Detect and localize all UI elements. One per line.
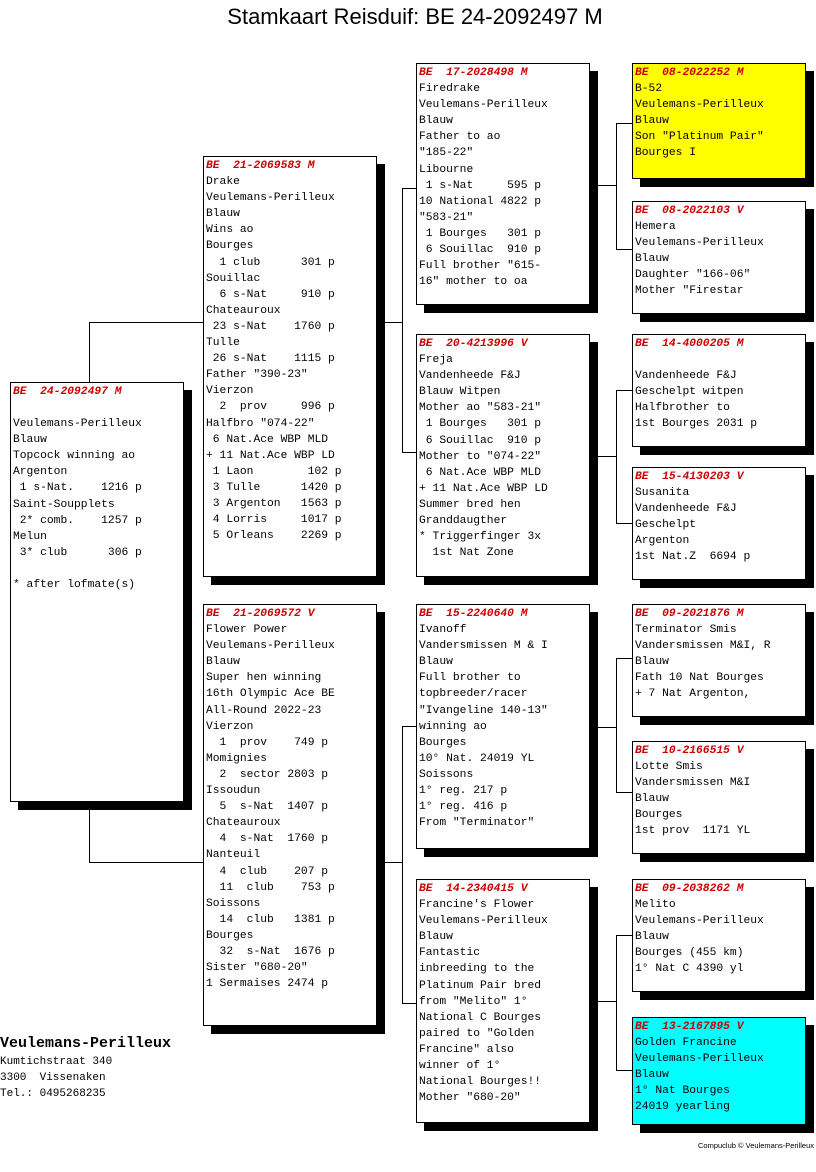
card-text-line: Susanita xyxy=(635,487,690,500)
card-text-line: B-52 xyxy=(635,83,663,96)
card-text-line: Sister "680-20" xyxy=(206,962,308,975)
card-text-line: 1 s-Nat 595 p xyxy=(419,179,542,192)
connector-line xyxy=(376,862,402,863)
card-text-line: + 11 Nat.Ace WBP LD xyxy=(206,449,335,462)
card-text-line: Drake xyxy=(206,176,240,189)
connector-line xyxy=(616,390,617,524)
connector-line xyxy=(402,726,403,1004)
card-text-line: 24019 yearling xyxy=(635,1101,730,1114)
card-text-line: Flower Power xyxy=(206,624,288,637)
card-text-line: Bourges xyxy=(635,809,683,822)
blank-line xyxy=(635,352,803,368)
card-text-line: Platinum Pair bred xyxy=(419,979,542,992)
card-text-line: Fantastic xyxy=(419,947,481,960)
card-text-line: 1st Bourges 2031 p xyxy=(635,418,758,431)
ring-number: BE 15-4130203 V xyxy=(635,471,744,483)
card-text-line: Blauw xyxy=(635,793,669,806)
card-text-line: from "Melito" 1° xyxy=(419,995,528,1008)
card-text-line: Vandenheede F&J xyxy=(419,370,521,383)
card-text-line: 1° reg. 217 p xyxy=(419,785,508,798)
breeder-info xyxy=(0,1034,171,1102)
ring-number: BE 20-4213996 V xyxy=(419,338,528,350)
card-text-line: Hemera xyxy=(635,221,676,234)
card-text-line: All-Round 2022-23 xyxy=(206,704,322,717)
card-text-line: 11 club 753 p xyxy=(206,881,335,894)
card-text-line: Melun xyxy=(13,530,47,543)
card-text-line: "185-22" xyxy=(419,147,474,160)
pigeon-card-dam-sire xyxy=(416,604,590,849)
ring-number: BE 08-2022252 M xyxy=(635,67,744,79)
card-text-line: 1st Nat Zone xyxy=(419,547,514,560)
card-text-line: Vierzon xyxy=(206,385,254,398)
card-text-line: 1° Nat C 4390 yl xyxy=(635,963,744,976)
card-text-line: 1 club 301 p xyxy=(206,256,335,269)
pigeon-card-dam-sire-dam xyxy=(632,741,806,854)
card-text-line: Blauw xyxy=(635,1069,669,1082)
card-text-line: 16th Olympic Ace BE xyxy=(206,688,335,701)
card-text-line: Melito xyxy=(635,899,676,912)
card-text-line: Mother "680-20" xyxy=(419,1092,521,1105)
card-text-line: 1 s-Nat. 1216 p xyxy=(13,482,142,495)
connector-line xyxy=(616,658,617,793)
card-text-line: 6 Souillac 910 p xyxy=(419,244,542,257)
card-text-line: 4 s-Nat 1760 p xyxy=(206,833,329,846)
card-text-line: Summer bred hen xyxy=(419,498,521,511)
card-text-line: 1° reg. 416 p xyxy=(419,801,508,814)
card-text-line: 1 Sermaises 2474 p xyxy=(206,978,329,991)
card-text-line: 2 sector 2803 p xyxy=(206,768,329,781)
connector-line xyxy=(589,1001,616,1002)
card-text-line: 2* comb. 1257 p xyxy=(13,514,142,527)
card-text-line: 3 Tulle 1420 p xyxy=(206,481,342,494)
connector-line xyxy=(616,249,632,250)
ring-number: BE 09-2021876 M xyxy=(635,608,744,620)
card-text-line: Issoudun xyxy=(206,785,261,798)
card-text-line: Mother to "074-22" xyxy=(419,450,542,463)
pigeon-card-sire-dam xyxy=(416,334,590,577)
card-text-line: 1st Nat.Z 6694 p xyxy=(635,551,751,564)
page-title: Stamkaart Reisduif: BE 24-2092497 M xyxy=(227,4,603,29)
breeder-phone: Tel.: 0495268235 xyxy=(0,1088,106,1100)
card-text-line: Full brother to xyxy=(419,672,521,685)
ring-number: BE 09-2038262 M xyxy=(635,883,744,895)
card-text-line: 5 Orleans 2269 p xyxy=(206,530,342,543)
connector-line xyxy=(89,802,90,862)
card-text-line: Veulemans-Perilleux xyxy=(13,418,142,431)
ring-number: BE 24-2092497 M xyxy=(13,386,122,398)
card-text-line: 1 Bourges 301 p xyxy=(419,418,542,431)
card-text-line: Veulemans-Perilleux xyxy=(206,640,335,653)
ring-number: BE 14-2340415 V xyxy=(419,883,528,895)
pigeon-card-subject xyxy=(10,382,184,802)
connector-line xyxy=(616,1070,632,1071)
card-text-line: * Triggerfinger 3x xyxy=(419,531,542,544)
breeder-city: 3300 Vissenaken xyxy=(0,1072,106,1084)
card-text-line: Fath 10 Nat Bourges xyxy=(635,672,764,685)
card-text-line: Veulemans-Perilleux xyxy=(635,1053,764,1066)
card-text-line: Blauw xyxy=(419,931,453,944)
card-text-line: 16" mother to oa xyxy=(419,276,528,289)
connector-line xyxy=(402,452,417,453)
connector-line xyxy=(89,322,204,323)
card-text-line: Soissons xyxy=(206,897,261,910)
card-text-line: Blauw xyxy=(419,656,453,669)
connector-line xyxy=(616,935,632,936)
breeder-name: Veulemans-Perilleux xyxy=(0,1035,172,1052)
card-text-line: Lotte Smis xyxy=(635,761,703,774)
card-text-line: Mother "Firestar xyxy=(635,285,744,298)
connector-line xyxy=(616,792,632,793)
pigeon-card-sire-dam-dam xyxy=(632,467,806,580)
card-text-line: Saint-Soupplets xyxy=(13,498,115,511)
card-text-line: topbreeder/racer xyxy=(419,688,528,701)
card-text-line: * after lofmate(s) xyxy=(13,578,136,591)
card-text-line: Granddaugther xyxy=(419,515,508,528)
card-text-line: Bourges (455 km) xyxy=(635,947,744,960)
card-text-line: Freja xyxy=(419,354,453,367)
card-text-line: Wins ao xyxy=(206,224,254,237)
card-text-line: National Bourges!! xyxy=(419,1076,542,1089)
card-text-line: 1° Nat Bourges xyxy=(635,1085,730,1098)
card-text-line: 10° Nat. 24019 YL xyxy=(419,752,535,765)
card-text-line: Vandersmissen M&I xyxy=(635,777,751,790)
card-text-line: National C Bourges xyxy=(419,1011,542,1024)
card-text-line: Veulemans-Perilleux xyxy=(635,915,764,928)
card-text-line: Vandenheede F&J xyxy=(635,503,737,516)
card-text-line: 6 Souillac 910 p xyxy=(419,434,542,447)
card-text-line: Veulemans-Perilleux xyxy=(635,237,764,250)
card-text-line: Blauw Witpen xyxy=(419,386,501,399)
card-text-line: "Ivangeline 140-13" xyxy=(419,704,548,717)
connector-line xyxy=(616,523,632,524)
blank-line xyxy=(13,400,181,416)
card-text-line: Blauw xyxy=(635,115,669,128)
ring-number: BE 13-2167895 V xyxy=(635,1021,744,1033)
card-text-line: 4 Lorris 1017 p xyxy=(206,514,342,527)
pigeon-card-dam-dam-dam xyxy=(632,1017,806,1125)
card-text-line: Blauw xyxy=(206,656,240,669)
card-text-line: Terminator Smis xyxy=(635,624,737,637)
ring-number: BE 14-4000205 M xyxy=(635,338,744,350)
card-text-line: Vierzon xyxy=(206,720,254,733)
card-text-line: Veulemans-Perilleux xyxy=(419,99,548,112)
card-text-line: inbreeding to the xyxy=(419,963,535,976)
pigeon-card-sire-dam-sire xyxy=(632,334,806,447)
breeder-street: Kumtichstraat 340 xyxy=(0,1056,113,1068)
card-text-line: Blauw xyxy=(206,208,240,221)
card-text-line: Francine" also xyxy=(419,1043,514,1056)
card-text-line: Vandenheede F&J xyxy=(635,370,737,383)
card-text-line: Veulemans-Perilleux xyxy=(206,192,335,205)
card-text-line: Ivanoff xyxy=(419,624,467,637)
card-text-line: Bourges xyxy=(206,929,254,942)
connector-line xyxy=(589,185,616,186)
card-text-line: 10 National 4822 p xyxy=(419,195,542,208)
card-text-line: 6 Nat.Ace WBP MLD xyxy=(419,466,542,479)
connector-line xyxy=(89,862,204,863)
card-text-line: Bourges I xyxy=(635,147,697,160)
card-text-line: 6 Nat.Ace WBP MLD xyxy=(206,433,329,446)
card-text-line: winning ao xyxy=(419,720,487,733)
card-text-line: 1st prov 1171 YL xyxy=(635,825,751,838)
card-text-line: Father to ao xyxy=(419,131,501,144)
ring-number: BE 08-2022103 V xyxy=(635,205,744,217)
card-text-line: 1 Laon 102 p xyxy=(206,465,342,478)
card-text-line: Bourges xyxy=(206,240,254,253)
card-text-line: Halfbrother to xyxy=(635,402,730,415)
card-text-line: 32 s-Nat 1676 p xyxy=(206,945,335,958)
blank-line xyxy=(13,561,181,577)
pigeon-card-sire-sire-dam xyxy=(632,201,806,314)
card-text-line: 26 s-Nat 1115 p xyxy=(206,353,335,366)
pigeon-card-dam-dam-sire xyxy=(632,879,806,992)
card-text-line: Golden Francine xyxy=(635,1037,737,1050)
card-text-line: Chateauroux xyxy=(206,304,281,317)
connector-line xyxy=(376,322,402,323)
card-text-line: 2 prov 996 p xyxy=(206,401,335,414)
card-text-line: Blauw xyxy=(635,656,669,669)
card-text-line: Son "Platinum Pair" xyxy=(635,131,764,144)
ring-number: BE 21-2069583 M xyxy=(206,160,315,172)
card-text-line: Tulle xyxy=(206,337,240,350)
pigeon-card-sire-sire xyxy=(416,63,590,305)
pigeon-card-dam xyxy=(203,604,377,1026)
connector-line xyxy=(589,456,616,457)
ring-number: BE 15-2240640 M xyxy=(419,608,528,620)
card-text-line: 4 club 207 p xyxy=(206,865,329,878)
pigeon-card-dam-sire-sire xyxy=(632,604,806,717)
card-text-line: 3* club 306 p xyxy=(13,546,142,559)
card-text-line: Mother ao "583-21" xyxy=(419,402,542,415)
connector-line xyxy=(616,123,632,124)
card-text-line: winner of 1° xyxy=(419,1060,501,1073)
card-text-line: + 7 Nat Argenton, xyxy=(635,688,751,701)
card-text-line: From "Terminator" xyxy=(419,817,535,830)
card-text-line: Blauw xyxy=(419,115,453,128)
connector-line xyxy=(616,658,632,659)
card-text-line: Libourne xyxy=(419,163,474,176)
card-text-line: Argenton xyxy=(13,466,68,479)
pigeon-card-sire xyxy=(203,156,377,577)
connector-line xyxy=(616,123,617,250)
ring-number: BE 21-2069572 V xyxy=(206,608,315,620)
connector-line xyxy=(616,935,617,1071)
pigeon-card-sire-sire-sire xyxy=(632,63,806,179)
card-text-line: Francine's Flower xyxy=(419,899,535,912)
card-text-line: Vandersmissen M & I xyxy=(419,640,548,653)
card-text-line: 1 Bourges 301 p xyxy=(419,227,542,240)
card-text-line: 6 s-Nat 910 p xyxy=(206,288,335,301)
card-text-line: Topcock winning ao xyxy=(13,450,136,463)
card-text-line: Full brother "615- xyxy=(419,260,542,273)
card-text-line: Blauw xyxy=(635,931,669,944)
card-text-line: Vandersmissen M&I, R xyxy=(635,640,771,653)
card-text-line: Argenton xyxy=(635,535,690,548)
card-text-line: 3 Argenton 1563 p xyxy=(206,497,342,510)
connector-line xyxy=(402,726,417,727)
card-text-line: Nanteuil xyxy=(206,849,261,862)
card-text-line: + 11 Nat.Ace WBP LD xyxy=(419,482,548,495)
card-text-line: Chateauroux xyxy=(206,817,281,830)
card-text-line: "583-21" xyxy=(419,211,474,224)
card-text-line: Blauw xyxy=(13,434,47,447)
ring-number: BE 17-2028498 M xyxy=(419,67,528,79)
card-text-line: Halfbro "074-22" xyxy=(206,417,315,430)
connector-line xyxy=(616,390,632,391)
pigeon-card-dam-dam xyxy=(416,879,590,1123)
card-text-line: Geschelpt xyxy=(635,519,697,532)
connector-line xyxy=(402,188,403,453)
card-text-line: Souillac xyxy=(206,272,261,285)
connector-line xyxy=(89,322,90,384)
card-text-line: Blauw xyxy=(635,253,669,266)
card-text-line: Soissons xyxy=(419,768,474,781)
card-text-line: Momignies xyxy=(206,752,268,765)
card-text-line: 5 s-Nat 1407 p xyxy=(206,801,329,814)
connector-line xyxy=(589,727,616,728)
card-text-line: Geschelpt witpen xyxy=(635,386,744,399)
footer-credit: Compuclub © Veulemans-Perilleux xyxy=(698,1141,814,1150)
card-text-line: 14 club 1381 p xyxy=(206,913,335,926)
card-text-line: 1 prov 749 p xyxy=(206,736,329,749)
ring-number: BE 10-2166515 V xyxy=(635,745,744,757)
card-text-line: Firedrake xyxy=(419,83,481,96)
card-text-line: Father "390-23" xyxy=(206,369,308,382)
card-text-line: Veulemans-Perilleux xyxy=(635,99,764,112)
card-text-line: Super hen winning xyxy=(206,672,322,685)
connector-line xyxy=(402,188,417,189)
connector-line xyxy=(402,1003,417,1004)
card-text-line: Bourges xyxy=(419,736,467,749)
card-text-line: Veulemans-Perilleux xyxy=(419,915,548,928)
card-text-line: 23 s-Nat 1760 p xyxy=(206,320,335,333)
card-text-line: Daughter "166-06" xyxy=(635,269,751,282)
card-text-line: paired to "Golden xyxy=(419,1027,535,1040)
